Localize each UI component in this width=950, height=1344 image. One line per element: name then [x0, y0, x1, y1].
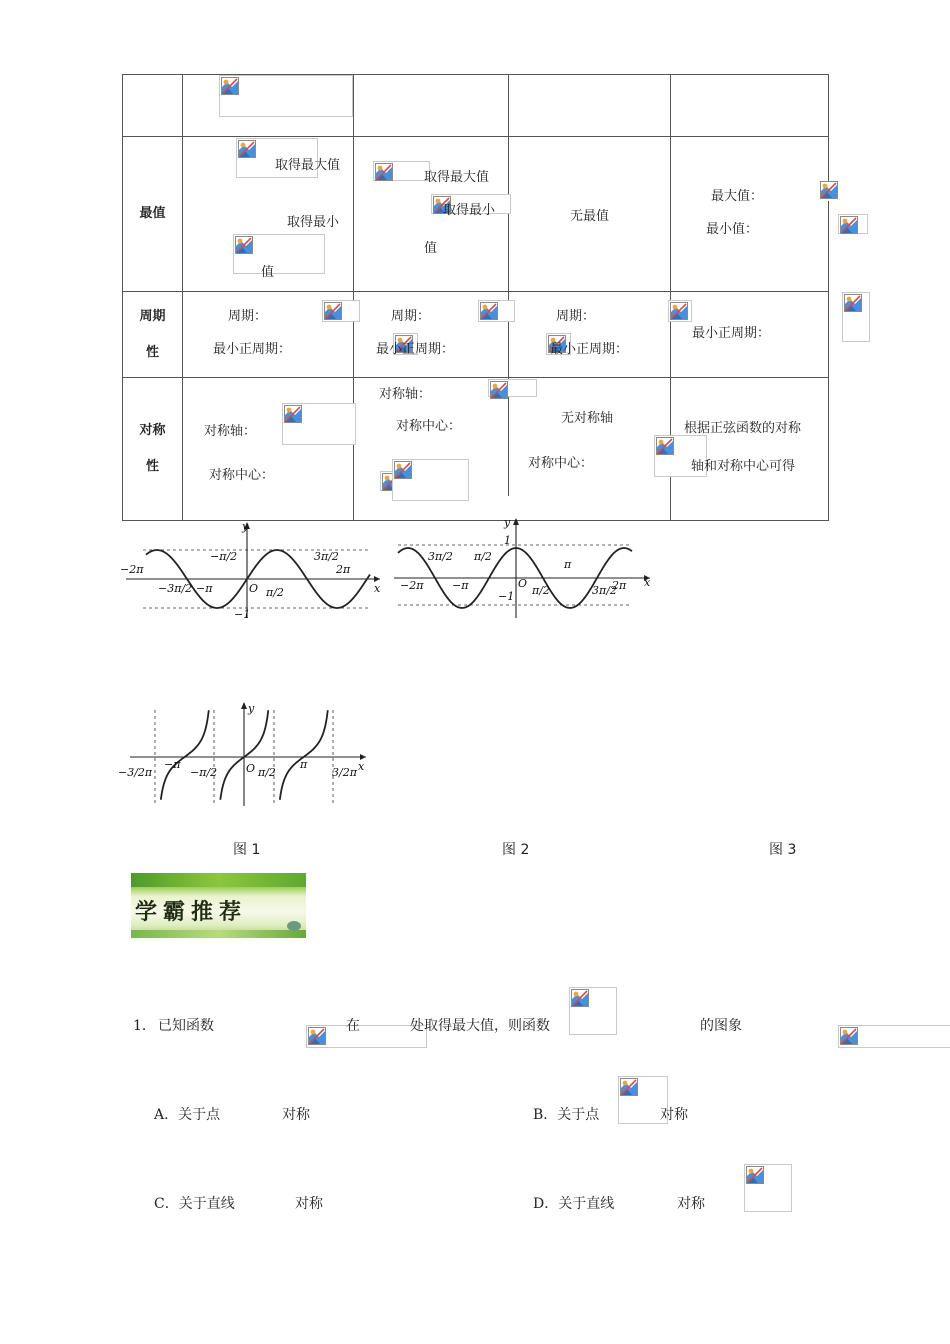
- origin-label: O: [246, 762, 256, 775]
- table-row: [123, 75, 829, 137]
- broken-image-icon: [373, 161, 430, 181]
- broken-image-icon: [842, 292, 870, 342]
- question-text: 的图象: [700, 1018, 742, 1034]
- option-a[interactable]: A．关于点: [154, 1107, 221, 1123]
- row-header: [123, 75, 183, 137]
- row-header: 对称 性: [123, 378, 183, 521]
- banner-top-strip: [131, 873, 306, 887]
- tick-label: −π/2: [190, 766, 218, 779]
- broken-image-icon: [392, 459, 469, 501]
- table-cell: [183, 75, 354, 137]
- broken-image-icon: [219, 75, 353, 117]
- tick-label: π/2: [266, 586, 284, 599]
- table-cell: [671, 75, 829, 137]
- figure-caption: 图 1: [233, 842, 261, 858]
- table-cell: 周期： 最小正周期：: [354, 292, 509, 378]
- tick-label: −2π: [400, 579, 424, 592]
- figure-caption: 图 3: [769, 842, 797, 858]
- tick-label: π/2: [532, 584, 550, 597]
- option-b[interactable]: B．关于点: [533, 1107, 600, 1123]
- row-header: 周期 性: [123, 292, 183, 378]
- cosine-graph: [392, 514, 656, 620]
- tick-label: π: [564, 558, 572, 571]
- table-cell: 周期： 最小正周期：: [183, 292, 354, 378]
- broken-image-icon: [838, 1025, 950, 1048]
- tick-label: −3/2π: [118, 766, 153, 779]
- tick-label: −π: [196, 582, 213, 595]
- broken-image-icon: [282, 403, 356, 445]
- section-banner: [131, 873, 306, 938]
- row-header: 最值: [123, 137, 183, 292]
- table-cell: 无对称轴 对称中心：: [509, 378, 671, 521]
- question-text: 已知函数: [158, 1018, 214, 1034]
- origin-label: O: [249, 582, 259, 595]
- tick-label: −1: [234, 608, 251, 620]
- question-text: 处取得最大值，则函数: [410, 1018, 550, 1034]
- table-cell: [509, 75, 671, 137]
- figure-caption: 图 2: [502, 842, 530, 858]
- broken-image-icon: [744, 1164, 792, 1212]
- tick-label: 1: [504, 534, 511, 547]
- origin-label: O: [518, 577, 528, 590]
- axis-label-y: y: [242, 520, 249, 533]
- tick-label: π/2: [474, 550, 492, 563]
- question-number: 1．: [133, 1018, 156, 1034]
- banner-bottom-strip: [131, 930, 306, 938]
- tick-label: −π: [452, 579, 469, 592]
- question-text: 在: [346, 1018, 360, 1034]
- leaf-icon: [287, 921, 301, 931]
- table-cell: 最小正周期：: [671, 292, 829, 378]
- axis-label-y: y: [248, 702, 255, 715]
- table-cell: 取得最大值 取得最小 值: [354, 137, 509, 292]
- table-cell: 周期： 最小正周期：: [509, 292, 671, 378]
- axis-label-x: x: [374, 582, 381, 595]
- banner-title: 学霸推荐: [135, 899, 248, 925]
- broken-image-icon: [306, 1025, 427, 1048]
- table-cell: 对称轴： 对称中心：: [183, 378, 354, 521]
- tick-label: −π: [164, 758, 181, 771]
- table-cell: 取得最大值 取得最小 值: [183, 137, 354, 292]
- axis-label-x: x: [358, 760, 365, 773]
- option-d[interactable]: D．关于直线: [533, 1196, 615, 1212]
- tick-label: 2π: [612, 579, 627, 592]
- tick-label: −π/2: [210, 550, 238, 563]
- broken-image-icon: [820, 181, 838, 201]
- tick-label: −2π: [120, 563, 144, 576]
- tick-label: −1: [498, 590, 515, 603]
- sine-graph: [118, 520, 388, 620]
- broken-image-icon: [569, 987, 617, 1035]
- tick-label: 3π/2: [428, 550, 453, 563]
- table-cell: 对称轴： 对称中心：: [354, 378, 509, 521]
- table-row: [123, 137, 829, 292]
- tick-label: π: [300, 758, 308, 771]
- tick-label: −3π/2: [158, 582, 193, 595]
- tangent-graph: [118, 700, 370, 810]
- option-c[interactable]: C．关于直线: [154, 1196, 235, 1212]
- broken-image-icon: [838, 214, 868, 234]
- table-cell: 根据正弦函数的对称 轴和对称中心可得: [671, 378, 829, 521]
- table-cell: 最大值： 最小值：: [671, 137, 829, 292]
- axis-label-x: x: [644, 576, 651, 589]
- axis-label-y: y: [504, 516, 511, 529]
- table-row: [123, 292, 829, 378]
- properties-table: [122, 74, 829, 521]
- table-cell: [354, 75, 509, 137]
- tick-label: 3/2π: [332, 766, 357, 779]
- tick-label: 2π: [336, 563, 351, 576]
- tick-label: 3π/2: [592, 584, 617, 597]
- tick-label: π/2: [258, 766, 276, 779]
- broken-image-icon: [233, 234, 325, 274]
- table-cell: 无最值: [509, 137, 671, 292]
- tick-label: 3π/2: [314, 550, 339, 563]
